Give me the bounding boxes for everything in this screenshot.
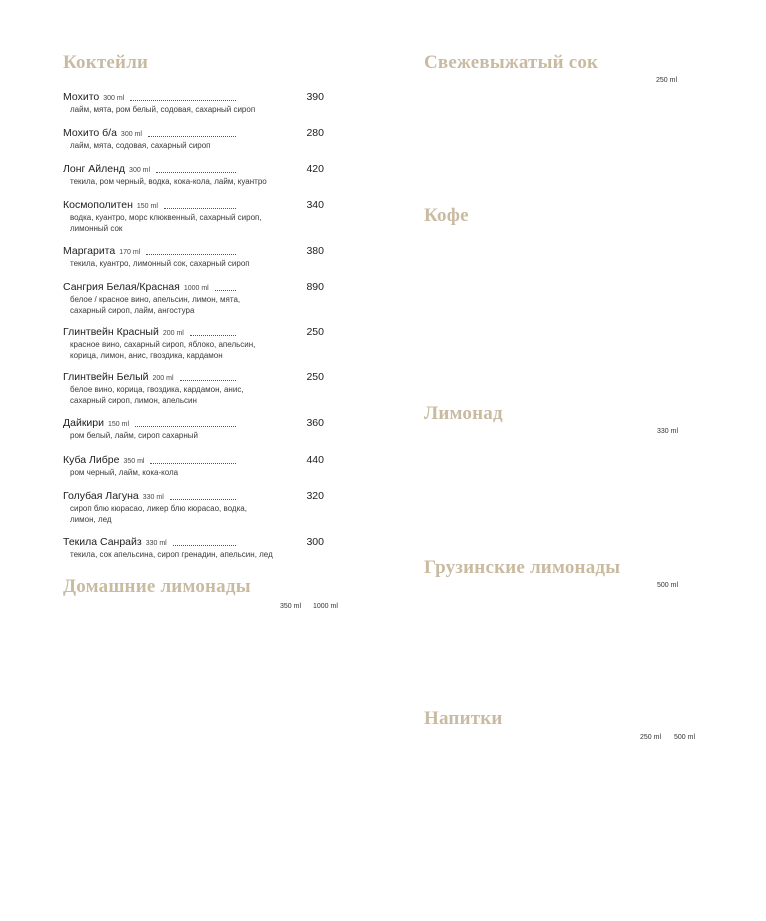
dotted-leader bbox=[130, 100, 236, 101]
description-line: лайм, мята, содовая, сахарный сироп bbox=[70, 141, 211, 150]
menu-item bbox=[63, 371, 324, 405]
item-description bbox=[70, 105, 330, 116]
description-line: корица, лимон, анис, гвоздика, кардамон bbox=[70, 350, 223, 360]
item-name-text: Маргарита bbox=[63, 245, 116, 257]
menu-item bbox=[63, 199, 324, 233]
description-line: красное вино, сахарный сироп, яблоко, апельсин, bbox=[70, 340, 256, 349]
item-name-text: Голубая Лагуна bbox=[63, 490, 139, 502]
description-line: ром черный, лайм, кока-кола bbox=[70, 468, 179, 477]
item-price: 250 bbox=[306, 371, 324, 383]
dotted-leader bbox=[170, 499, 236, 500]
section-title-home-lemonades: Домашние лимонады bbox=[63, 576, 251, 597]
section-title-juice: Свежевыжатый сок bbox=[424, 52, 599, 73]
description-line: текила, куантро, лимонный сок, сахарный сироп bbox=[70, 259, 250, 268]
item-name bbox=[63, 326, 184, 340]
item-description bbox=[70, 385, 330, 406]
item-description bbox=[70, 141, 330, 152]
item-name-text: Глинтвейн Красный bbox=[63, 326, 159, 338]
column-header-350: 350 ml bbox=[280, 603, 302, 610]
item-name bbox=[63, 490, 164, 504]
item-volume: 150 ml bbox=[136, 203, 158, 210]
menu-item bbox=[63, 326, 324, 360]
dotted-leader bbox=[146, 254, 236, 255]
section-title-cocktails: Коктейли bbox=[63, 52, 149, 73]
section-title-drinks: Напитки bbox=[424, 708, 503, 729]
section-title-lemonade: Лимонад bbox=[424, 403, 503, 424]
item-name bbox=[63, 417, 129, 431]
item-name bbox=[63, 536, 167, 550]
column-header-lemonade: 330 ml bbox=[657, 428, 679, 435]
item-price: 440 bbox=[306, 454, 324, 466]
menu-item bbox=[63, 163, 324, 186]
item-volume: 300 ml bbox=[129, 167, 151, 174]
item-name bbox=[63, 163, 150, 177]
item-name-text: Текила Санрайз bbox=[63, 536, 142, 548]
item-description bbox=[70, 340, 330, 361]
item-name bbox=[63, 371, 174, 385]
item-description bbox=[70, 431, 330, 442]
description-line: ром белый, лайм, сироп сахарный bbox=[70, 431, 198, 440]
item-volume: 330 ml bbox=[145, 540, 167, 547]
item-volume: 200 ml bbox=[152, 375, 174, 382]
column-header-1000: 1000 ml bbox=[313, 603, 338, 610]
item-volume: 150 ml bbox=[107, 421, 129, 428]
column-header-juice: 250 ml bbox=[656, 77, 678, 84]
item-price: 340 bbox=[306, 199, 324, 211]
menu-item bbox=[63, 490, 324, 524]
item-description bbox=[70, 295, 330, 316]
dotted-leader bbox=[156, 172, 236, 173]
menu-item bbox=[63, 417, 324, 440]
description-line: лимон, лед bbox=[70, 514, 112, 524]
item-volume: 300 ml bbox=[120, 131, 142, 138]
dotted-leader bbox=[164, 208, 236, 209]
description-line: текила, сок апельсина, сироп гренадин, апельсин, лед bbox=[70, 550, 273, 559]
dotted-leader bbox=[148, 136, 236, 137]
dotted-leader bbox=[135, 426, 236, 427]
item-name-text: Дайкири bbox=[63, 417, 104, 429]
item-price: 360 bbox=[306, 417, 324, 429]
item-price: 250 bbox=[306, 326, 324, 338]
dotted-leader bbox=[190, 335, 236, 336]
item-name bbox=[63, 454, 144, 468]
column-header-250: 250 ml bbox=[640, 734, 662, 741]
description-line: белое вино, корица, гвоздика, кардамон, анис, bbox=[70, 385, 244, 394]
item-description bbox=[70, 213, 330, 234]
item-price: 890 bbox=[306, 281, 324, 293]
item-volume: 200 ml bbox=[162, 330, 184, 337]
menu-item bbox=[63, 245, 324, 268]
item-volume: 300 ml bbox=[103, 95, 125, 102]
description-line: водка, куантро, морс клюквенный, сахарный сироп, bbox=[70, 213, 262, 222]
menu-item bbox=[63, 454, 324, 477]
column-header-georgian: 500 ml bbox=[657, 582, 679, 589]
item-name-text: Мохито bbox=[63, 91, 100, 103]
item-price: 390 bbox=[306, 91, 324, 103]
menu-item bbox=[63, 91, 324, 114]
item-description bbox=[70, 177, 330, 188]
item-volume: 170 ml bbox=[119, 249, 141, 256]
item-name bbox=[63, 127, 142, 141]
item-description bbox=[70, 504, 330, 525]
item-description bbox=[70, 468, 330, 479]
item-volume: 330 ml bbox=[142, 494, 164, 501]
menu-item bbox=[63, 536, 324, 559]
item-name bbox=[63, 245, 140, 259]
description-line: лимонный сок bbox=[70, 223, 123, 233]
item-price: 280 bbox=[306, 127, 324, 139]
item-name-text: Сангрия Белая/Красная bbox=[63, 281, 180, 293]
dotted-leader bbox=[150, 463, 236, 464]
item-name bbox=[63, 199, 158, 213]
description-line: сироп блю кюрасао, ликер блю кюрасао, водка, bbox=[70, 504, 247, 513]
description-line: белое / красное вино, апельсин, лимон, мята, bbox=[70, 295, 241, 304]
item-name bbox=[63, 281, 209, 295]
item-volume: 1000 ml bbox=[183, 285, 209, 292]
item-name-text: Мохито б/а bbox=[63, 127, 117, 139]
section-title-coffee: Кофе bbox=[424, 205, 469, 226]
dotted-leader bbox=[215, 290, 236, 291]
section-title-georgian: Грузинские лимонады bbox=[424, 557, 621, 578]
item-name-text: Глинтвейн Белый bbox=[63, 371, 149, 383]
item-name bbox=[63, 91, 124, 105]
item-price: 320 bbox=[306, 490, 324, 502]
menu-item bbox=[63, 281, 324, 315]
dotted-leader bbox=[173, 545, 236, 546]
item-description bbox=[70, 259, 330, 270]
description-line: сахарный сироп, лайм, ангостура bbox=[70, 305, 195, 315]
dotted-leader bbox=[180, 380, 236, 381]
item-price: 380 bbox=[306, 245, 324, 257]
item-name-text: Лонг Айленд bbox=[63, 163, 126, 175]
item-description bbox=[70, 550, 330, 561]
item-price: 300 bbox=[306, 536, 324, 548]
item-name-text: Куба Либре bbox=[63, 454, 120, 466]
description-line: лайм, мята, ром белый, содовая, сахарный сироп bbox=[70, 105, 256, 114]
item-price: 420 bbox=[306, 163, 324, 175]
description-line: текила, ром черный, водка, кока-кола, лайм, куантро bbox=[70, 177, 267, 186]
item-volume: 350 ml bbox=[123, 458, 145, 465]
item-name-text: Космополитен bbox=[63, 199, 133, 211]
description-line: сахарный сироп, лимон, апельсин bbox=[70, 395, 197, 405]
menu-item bbox=[63, 127, 324, 150]
column-header-500: 500 ml bbox=[674, 734, 696, 741]
